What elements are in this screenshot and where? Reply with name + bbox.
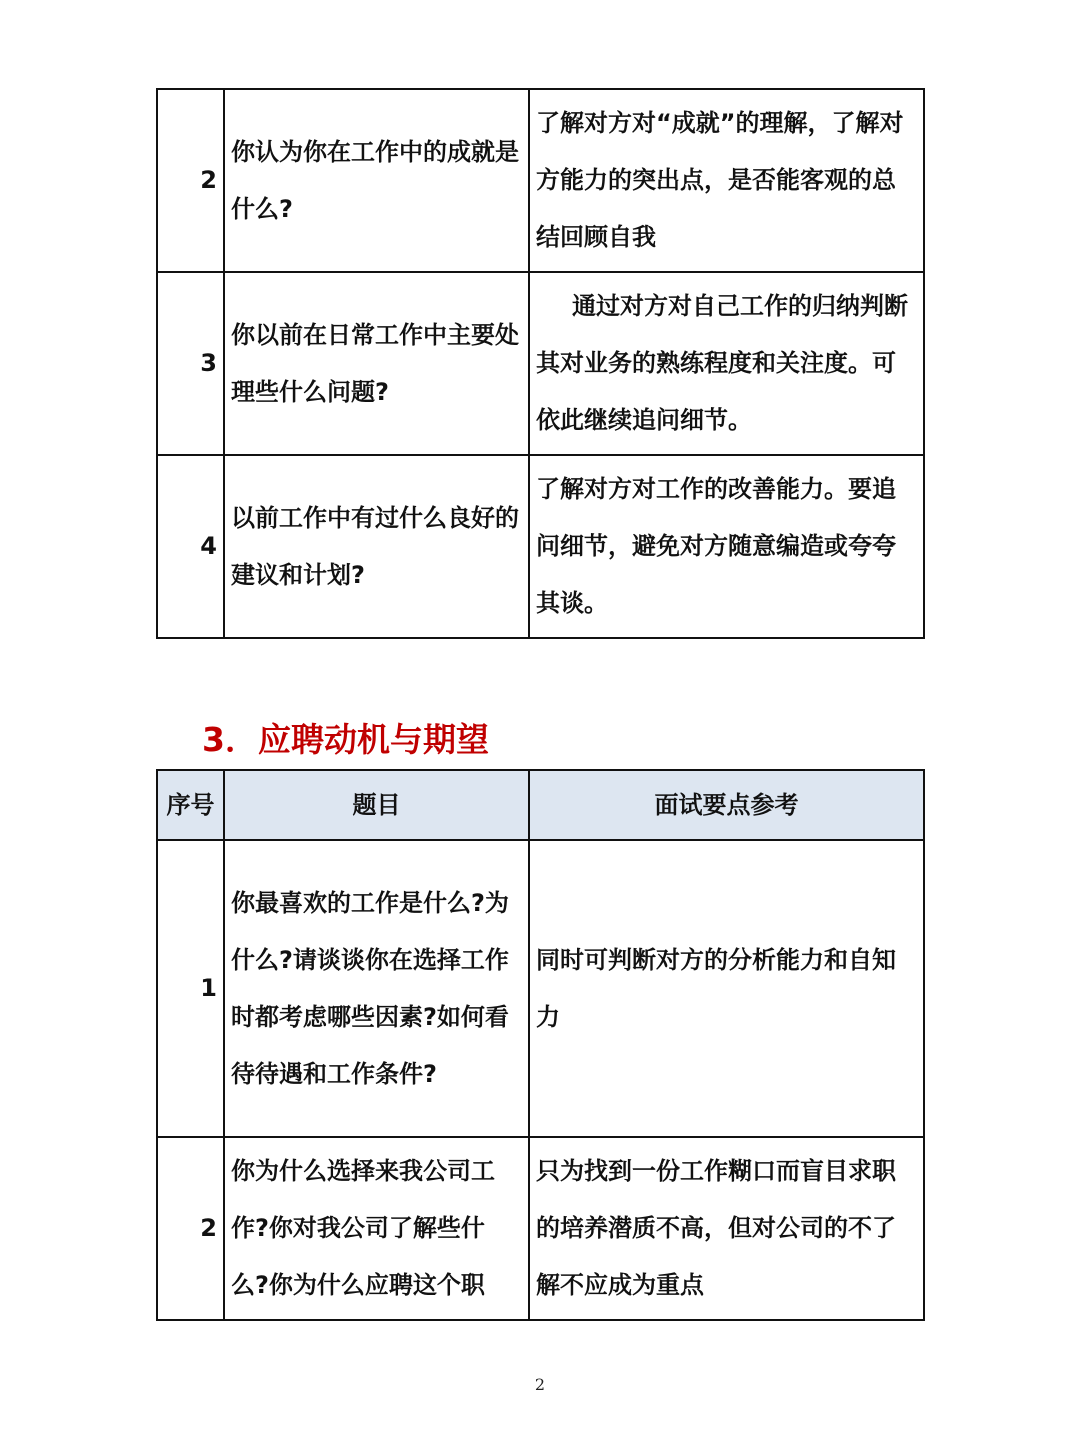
table-row — [157, 1137, 924, 1320]
table-row — [157, 455, 924, 638]
row-number: 3 — [157, 272, 224, 455]
header-question: 题目 — [224, 770, 529, 840]
question-cell: 你认为你在工作中的成就是什么? — [224, 89, 529, 272]
key-point-cell: 通过对方对自己工作的归纳判断其对业务的熟练程度和关注度。可依此继续追问细节。 — [529, 272, 924, 455]
table-row — [157, 89, 924, 272]
question-cell: 以前工作中有过什么良好的建议和计划? — [224, 455, 529, 638]
question-cell: 你最喜欢的工作是什么?为什么?请谈谈你在选择工作时都考虑哪些因素?如何看待待遇和工作条件? — [224, 840, 529, 1137]
key-point-cell: 同时可判断对方的分析能力和自知力 — [529, 840, 924, 1137]
section-heading: 3．应聘动机与期望 — [202, 720, 489, 759]
page-number: 2 — [534, 1375, 546, 1394]
interview-table-continued — [156, 88, 925, 639]
motivation-expectation-table — [156, 769, 925, 1321]
row-number: 2 — [157, 1137, 224, 1320]
question-cell: 你为什么选择来我公司工作?你对我公司了解些什么?你为什么应聘这个职 — [224, 1137, 529, 1320]
row-number: 4 — [157, 455, 224, 638]
header-key-points: 面试要点参考 — [529, 770, 924, 840]
key-point-cell: 了解对方对工作的改善能力。要追问细节，避免对方随意编造或夸夸其谈。 — [529, 455, 924, 638]
key-point-cell: 了解对方对“成就”的理解，了解对方能力的突出点，是否能客观的总结回顾自我 — [529, 89, 924, 272]
table-row — [157, 272, 924, 455]
header-number: 序号 — [157, 770, 224, 840]
table-row — [157, 840, 924, 1137]
question-cell: 你以前在日常工作中主要处理些什么问题? — [224, 272, 529, 455]
row-number: 1 — [157, 840, 224, 1137]
table-header-row — [157, 770, 924, 840]
key-point-cell: 只为找到一份工作糊口而盲目求职的培养潜质不高，但对公司的不了解不应成为重点 — [529, 1137, 924, 1320]
row-number: 2 — [157, 89, 224, 272]
